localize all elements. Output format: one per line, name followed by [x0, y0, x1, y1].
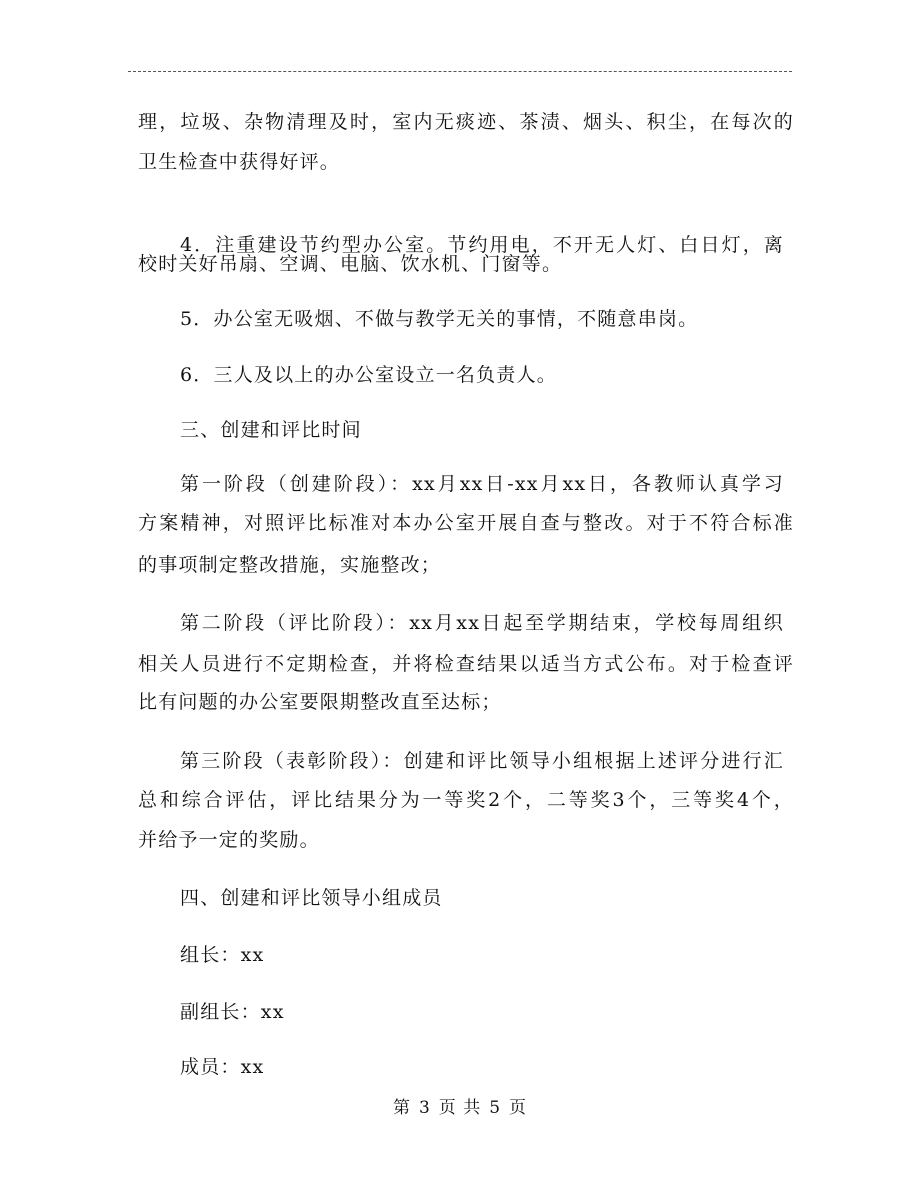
body-line: 卫生检查中获得好评。: [138, 151, 341, 173]
body-line: 的事项制定整改措施，实施整改；: [138, 554, 442, 576]
body-line: 第二阶段（评比阶段）：xx月xx日起至学期结束，学校每周组织: [180, 612, 784, 634]
footer-suffix: 页: [509, 1098, 528, 1118]
section-heading: 四、创建和评比领导小组成员: [180, 887, 443, 909]
total-pages-number: 5: [489, 1098, 502, 1118]
body-line: 副组长：xx: [180, 1001, 285, 1023]
body-line: 校时关好吊扇、空调、电脑、饮水机、门窗等。: [138, 253, 563, 275]
body-line: 总和综合评估，评比结果分为一等奖2个，二等奖3个，三等奖4个，: [138, 789, 794, 811]
header-divider: [128, 71, 792, 72]
page-footer: [0, 1097, 920, 1119]
body-line: 方案精神，对照评比标准对本办公室开展自查与整改。对于不符合标准: [138, 512, 794, 534]
body-line: 相关人员进行不定期检查，并将检查结果以适当方式公布。对于检查评: [138, 653, 794, 675]
current-page-number: 3: [418, 1098, 431, 1118]
footer-prefix: 第: [392, 1098, 411, 1118]
body-line: 组长：xx: [180, 944, 265, 966]
footer-middle: 页 共: [438, 1098, 482, 1118]
body-line: 5．办公室无吸烟、不做与教学无关的事情，不随意串岗。: [180, 308, 699, 330]
body-line: 比有问题的办公室要限期整改直至达标；: [138, 691, 502, 713]
body-line: 成员：xx: [180, 1056, 265, 1078]
section-heading: 三、创建和评比时间: [180, 419, 362, 441]
body-line: 理，垃圾、杂物清理及时，室内无痰迹、茶渍、烟头、积尘，在每次的: [138, 111, 794, 133]
body-line: 4．注重建设节约型办公室。节约用电，不开无人灯、白日灯，离: [180, 234, 784, 256]
body-line: 并给予一定的奖励。: [138, 829, 320, 851]
body-line: 第一阶段（创建阶段）：xx月xx日-xx月xx日，各教师认真学习: [180, 473, 784, 495]
body-line: 6．三人及以上的办公室设立一名负责人。: [180, 364, 557, 386]
body-line: 第三阶段（表彰阶段）：创建和评比领导小组根据上述评分进行汇: [180, 750, 784, 772]
